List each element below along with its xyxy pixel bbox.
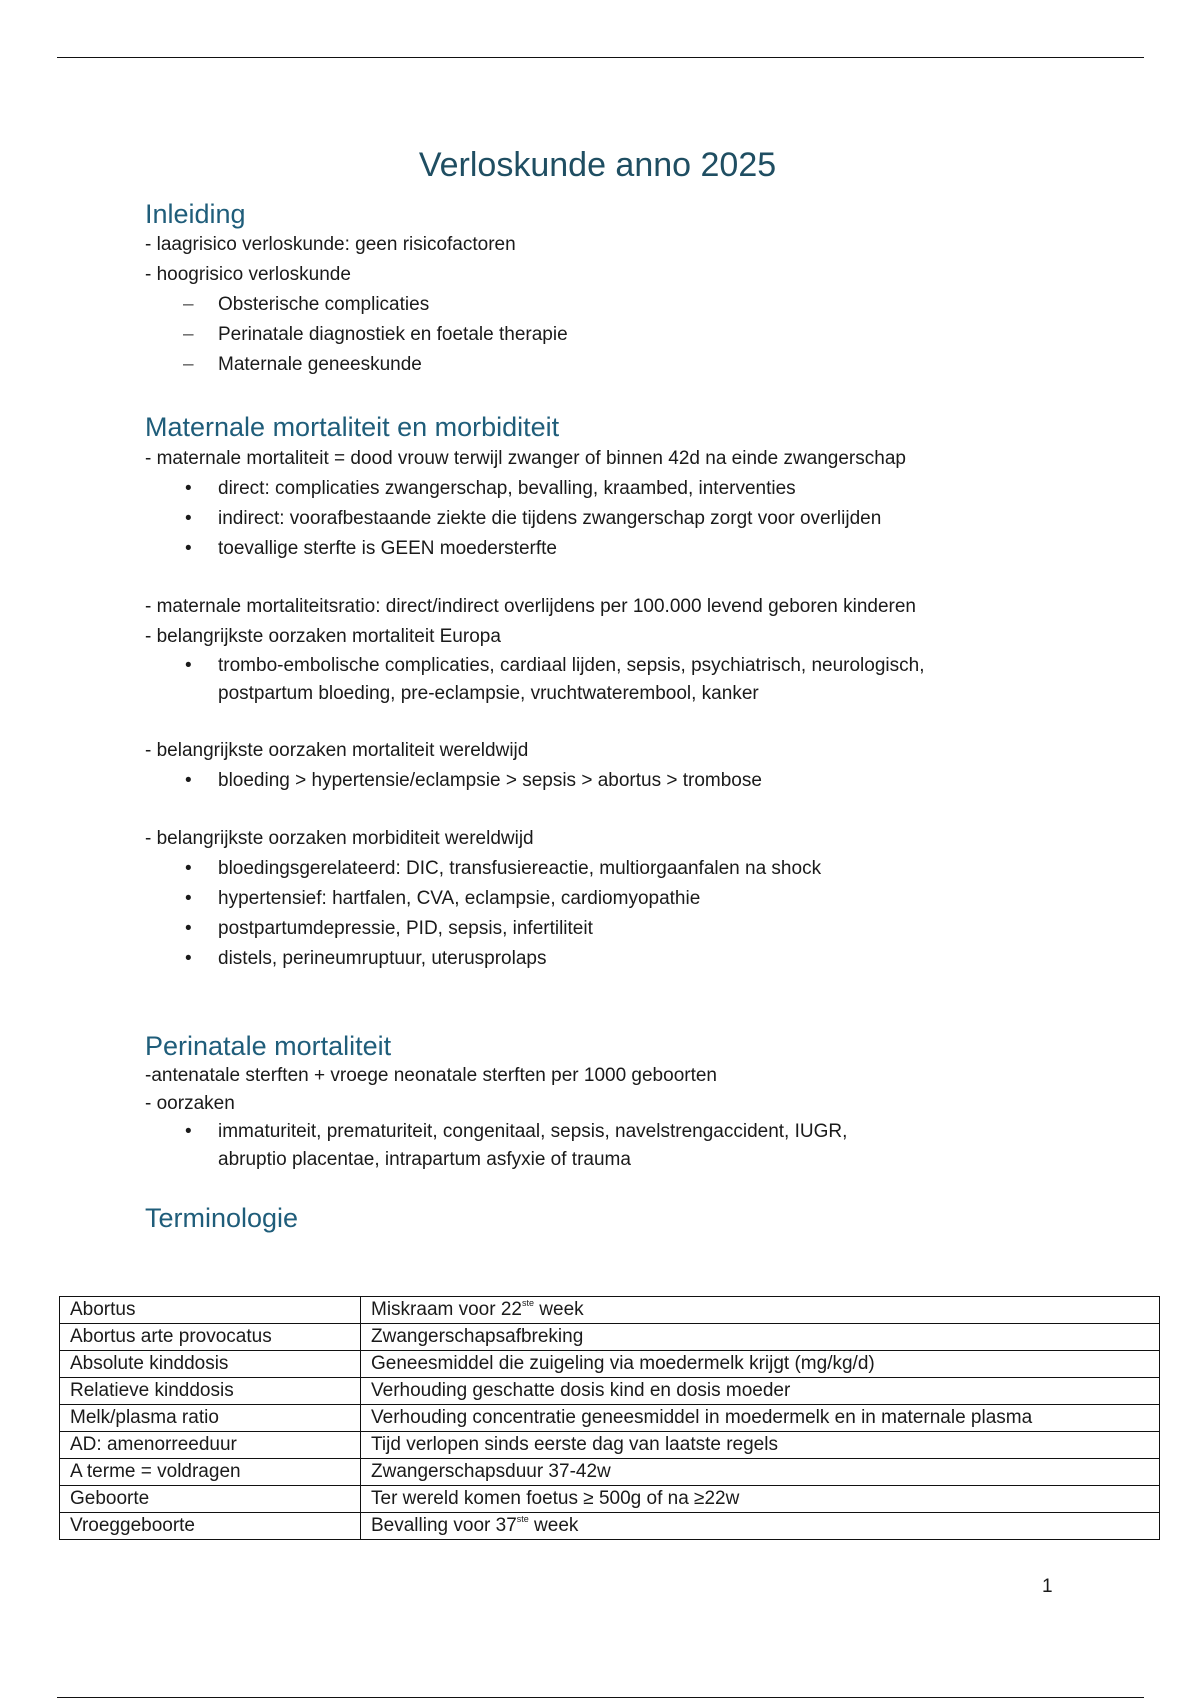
definition-text: Miskraam voor 22 [371,1299,522,1320]
header-rule [57,57,1144,58]
bullet-list [145,766,1065,796]
table-row [60,1459,1160,1486]
text-line: - belangrijkste oorzaken morbiditeit wereldwijd [145,827,534,849]
list-item-text: postpartumdepressie, PID, sepsis, infertiliteit [218,917,593,939]
list-item [145,652,1065,708]
dash-list [145,290,1065,380]
table-row [60,1405,1160,1432]
list-item [145,944,1065,974]
list-item [145,290,1065,320]
list-item [145,854,1065,884]
list-item-text: bloeding > hypertensie/eclampsie > sepsis > abortus > trombose [218,769,762,791]
footer-rule [57,1697,1144,1698]
text-line: -antenatale sterften + vroege neonatale sterften per 1000 geboorten [145,1064,717,1086]
page-number: 1 [1042,1576,1053,1597]
text-line: - maternale mortaliteitsratio: direct/indirect overlijdens per 100.000 levend geboren kinderen [145,595,916,617]
list-item [145,350,1065,380]
ordinal-suffix: ste [516,1514,529,1524]
term-cell: Abortus arte provocatus [60,1324,361,1351]
list-item [145,914,1065,944]
list-item-text: immaturiteit, prematuriteit, congenitaal, sepsis, navelstrengaccident, IUGR, [218,1120,848,1142]
table-row [60,1297,1160,1324]
definition-cell: Verhouding concentratie geneesmiddel in moedermelk en in maternale plasma [361,1405,1160,1432]
term-cell: Vroeggeboorte [60,1513,361,1540]
section-perinatale [145,1030,1065,1174]
terminology-table [59,1296,1160,1540]
bullet-marker: • [185,947,192,969]
list-item-text: abruptio placentae, intrapartum asfyxie of trauma [218,1148,631,1170]
list-item [145,1118,1065,1174]
table-row [60,1432,1160,1459]
bullet-marker: • [185,887,192,909]
text-line: - oorzaken [145,1092,235,1114]
definition-cell: Geneesmiddel die zuigeling via moedermelk krijgt (mg/kg/d) [361,1351,1160,1378]
heading-terminologie: Terminologie [145,1202,299,1233]
list-item-text: direct: complicaties zwangerschap, bevalling, kraambed, interventies [218,477,796,499]
bullet-list [145,652,1065,708]
term-cell: A terme = voldragen [60,1459,361,1486]
list-item [145,884,1065,914]
definition-cell: Ter wereld komen foetus ≥ 500g of na ≥22w [361,1486,1160,1513]
definition-cell: Zwangerschapsafbreking [361,1324,1160,1351]
text-line: - laagrisico verloskunde: geen risicofactoren [145,234,516,256]
definition-cell [361,1513,1160,1540]
heading-maternale: Maternale mortaliteit en morbiditeit [145,412,560,443]
list-item-text: trombo-embolische complicaties, cardiaal lijden, sepsis, psychiatrisch, neurologisch, [218,654,925,676]
bullet-marker: • [185,857,192,879]
bullet-marker: • [185,654,192,676]
bullet-marker: • [185,917,192,939]
section-terminologie [145,1202,1065,1234]
page-title: Verloskunde anno 2025 [418,146,777,184]
text-line: - hoogrisico verloskunde [145,264,351,286]
bullet-list [145,1118,1065,1174]
list-item-text: distels, perineumruptuur, uterusprolaps [218,947,547,969]
list-item-text: indirect: voorafbestaande ziekte die tijdens zwangerschap zorgt voor overlijden [218,507,882,529]
term-cell: Relatieve kinddosis [60,1378,361,1405]
bullet-marker: • [185,477,192,499]
definition-cell: Verhouding geschatte dosis kind en dosis moeder [361,1378,1160,1405]
table-row [60,1351,1160,1378]
term-cell: Absolute kinddosis [60,1351,361,1378]
term-cell: AD: amenorreeduur [60,1432,361,1459]
definition-text: Bevalling voor 37 [371,1515,517,1536]
ordinal-suffix: ste [522,1298,535,1308]
document-body [145,145,1065,1234]
text-line: - belangrijkste oorzaken mortaliteit Europa [145,625,501,647]
table-row [60,1378,1160,1405]
bullet-marker: • [185,1120,192,1142]
term-cell: Abortus [60,1297,361,1324]
table-row [60,1324,1160,1351]
list-item-text: hypertensief: hartfalen, CVA, eclampsie, cardiomyopathie [218,887,701,909]
list-item [145,504,1065,534]
definition-cell: Tijd verlopen sinds eerste dag van laatste regels [361,1432,1160,1459]
list-item-text: Perinatale diagnostiek en foetale therapie [218,324,568,346]
definition-cell: Zwangerschapsduur 37-42w [361,1459,1160,1486]
dash-marker: – [183,324,194,346]
list-item [145,474,1065,504]
text-line: - maternale mortaliteit = dood vrouw terwijl zwanger of binnen 42d na einde zwangerschap [145,447,906,469]
list-item [145,766,1065,796]
definition-text-after: week [528,1515,579,1536]
table-row [60,1513,1160,1540]
definition-text-after: week [534,1299,584,1320]
dash-marker: – [183,354,194,376]
list-item-text: toevallige sterfte is GEEN moedersterfte [218,537,557,559]
list-item-text: Maternale geneeskunde [218,354,422,376]
list-item-text: postpartum bloeding, pre-eclampsie, vruchtwaterembool, kanker [218,682,759,704]
heading-perinatale: Perinatale mortaliteit [145,1030,392,1061]
term-cell: Geboorte [60,1486,361,1513]
bullet-marker: • [185,769,192,791]
list-item [145,534,1065,564]
definition-cell [361,1297,1160,1324]
section-inleiding [145,198,1065,380]
heading-inleiding: Inleiding [145,198,246,229]
dash-marker: – [183,294,194,316]
bullet-list [145,854,1065,974]
list-item-text: bloedingsgerelateerd: DIC, transfusiereactie, multiorgaanfalen na shock [218,857,822,879]
section-maternale [145,411,1065,973]
bullet-marker: • [185,507,192,529]
bullet-marker: • [185,537,192,559]
table-row [60,1486,1160,1513]
list-item [145,320,1065,350]
list-item-text: Obsterische complicaties [218,294,430,316]
text-line: - belangrijkste oorzaken mortaliteit wereldwijd [145,739,529,761]
term-cell: Melk/plasma ratio [60,1405,361,1432]
bullet-list [145,474,1065,564]
